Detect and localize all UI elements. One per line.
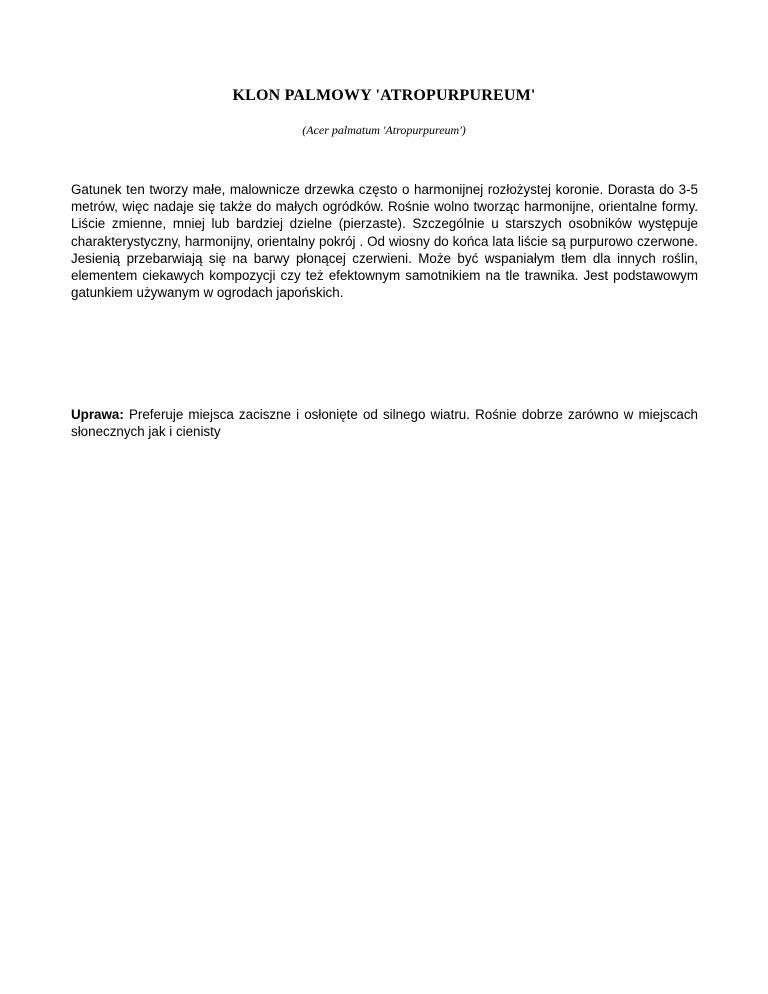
cultivation-label: Uprawa: [71, 407, 124, 422]
cultivation-paragraph [71, 406, 698, 440]
page-title: KLON PALMOWY 'ATROPURPUREUM' [232, 87, 536, 104]
description-paragraph: Gatunek ten tworzy małe, malownicze drzewka często o harmonijnej rozłożystej koronie. Dorasta do 3-5 metrów, więc nadaje się także do małych ogródków. Rośnie wolno tworząc harmonijne, orientalne formy. Liście zmienne, mniej lub bardziej dzielne (pierzaste). Szczególnie u starszych osobników występuje charakterystyczny, harmonijny, orientalny pokrój . Od wiosny do końca lata liście są purpurowo czerwone. Jesienią przebarwiają się na barwy płonącej czerwieni. Może być wspaniałym tłem dla innych roślin, elementem ciekawych kompozycji czy też efektownym samotnikiem na tle trawnika. Jest podstawowym gatunkiem używanym w ogrodach japońskich. [71, 182, 698, 301]
cultivation-text: Preferuje miejsca zaciszne i osłonięte od silnego wiatru. Rośnie dobrze zarówno w miejscach słonecznych jak i cienisty [71, 407, 698, 440]
latin-name-subtitle: (Acer palmatum 'Atropurpureum') [302, 123, 466, 137]
